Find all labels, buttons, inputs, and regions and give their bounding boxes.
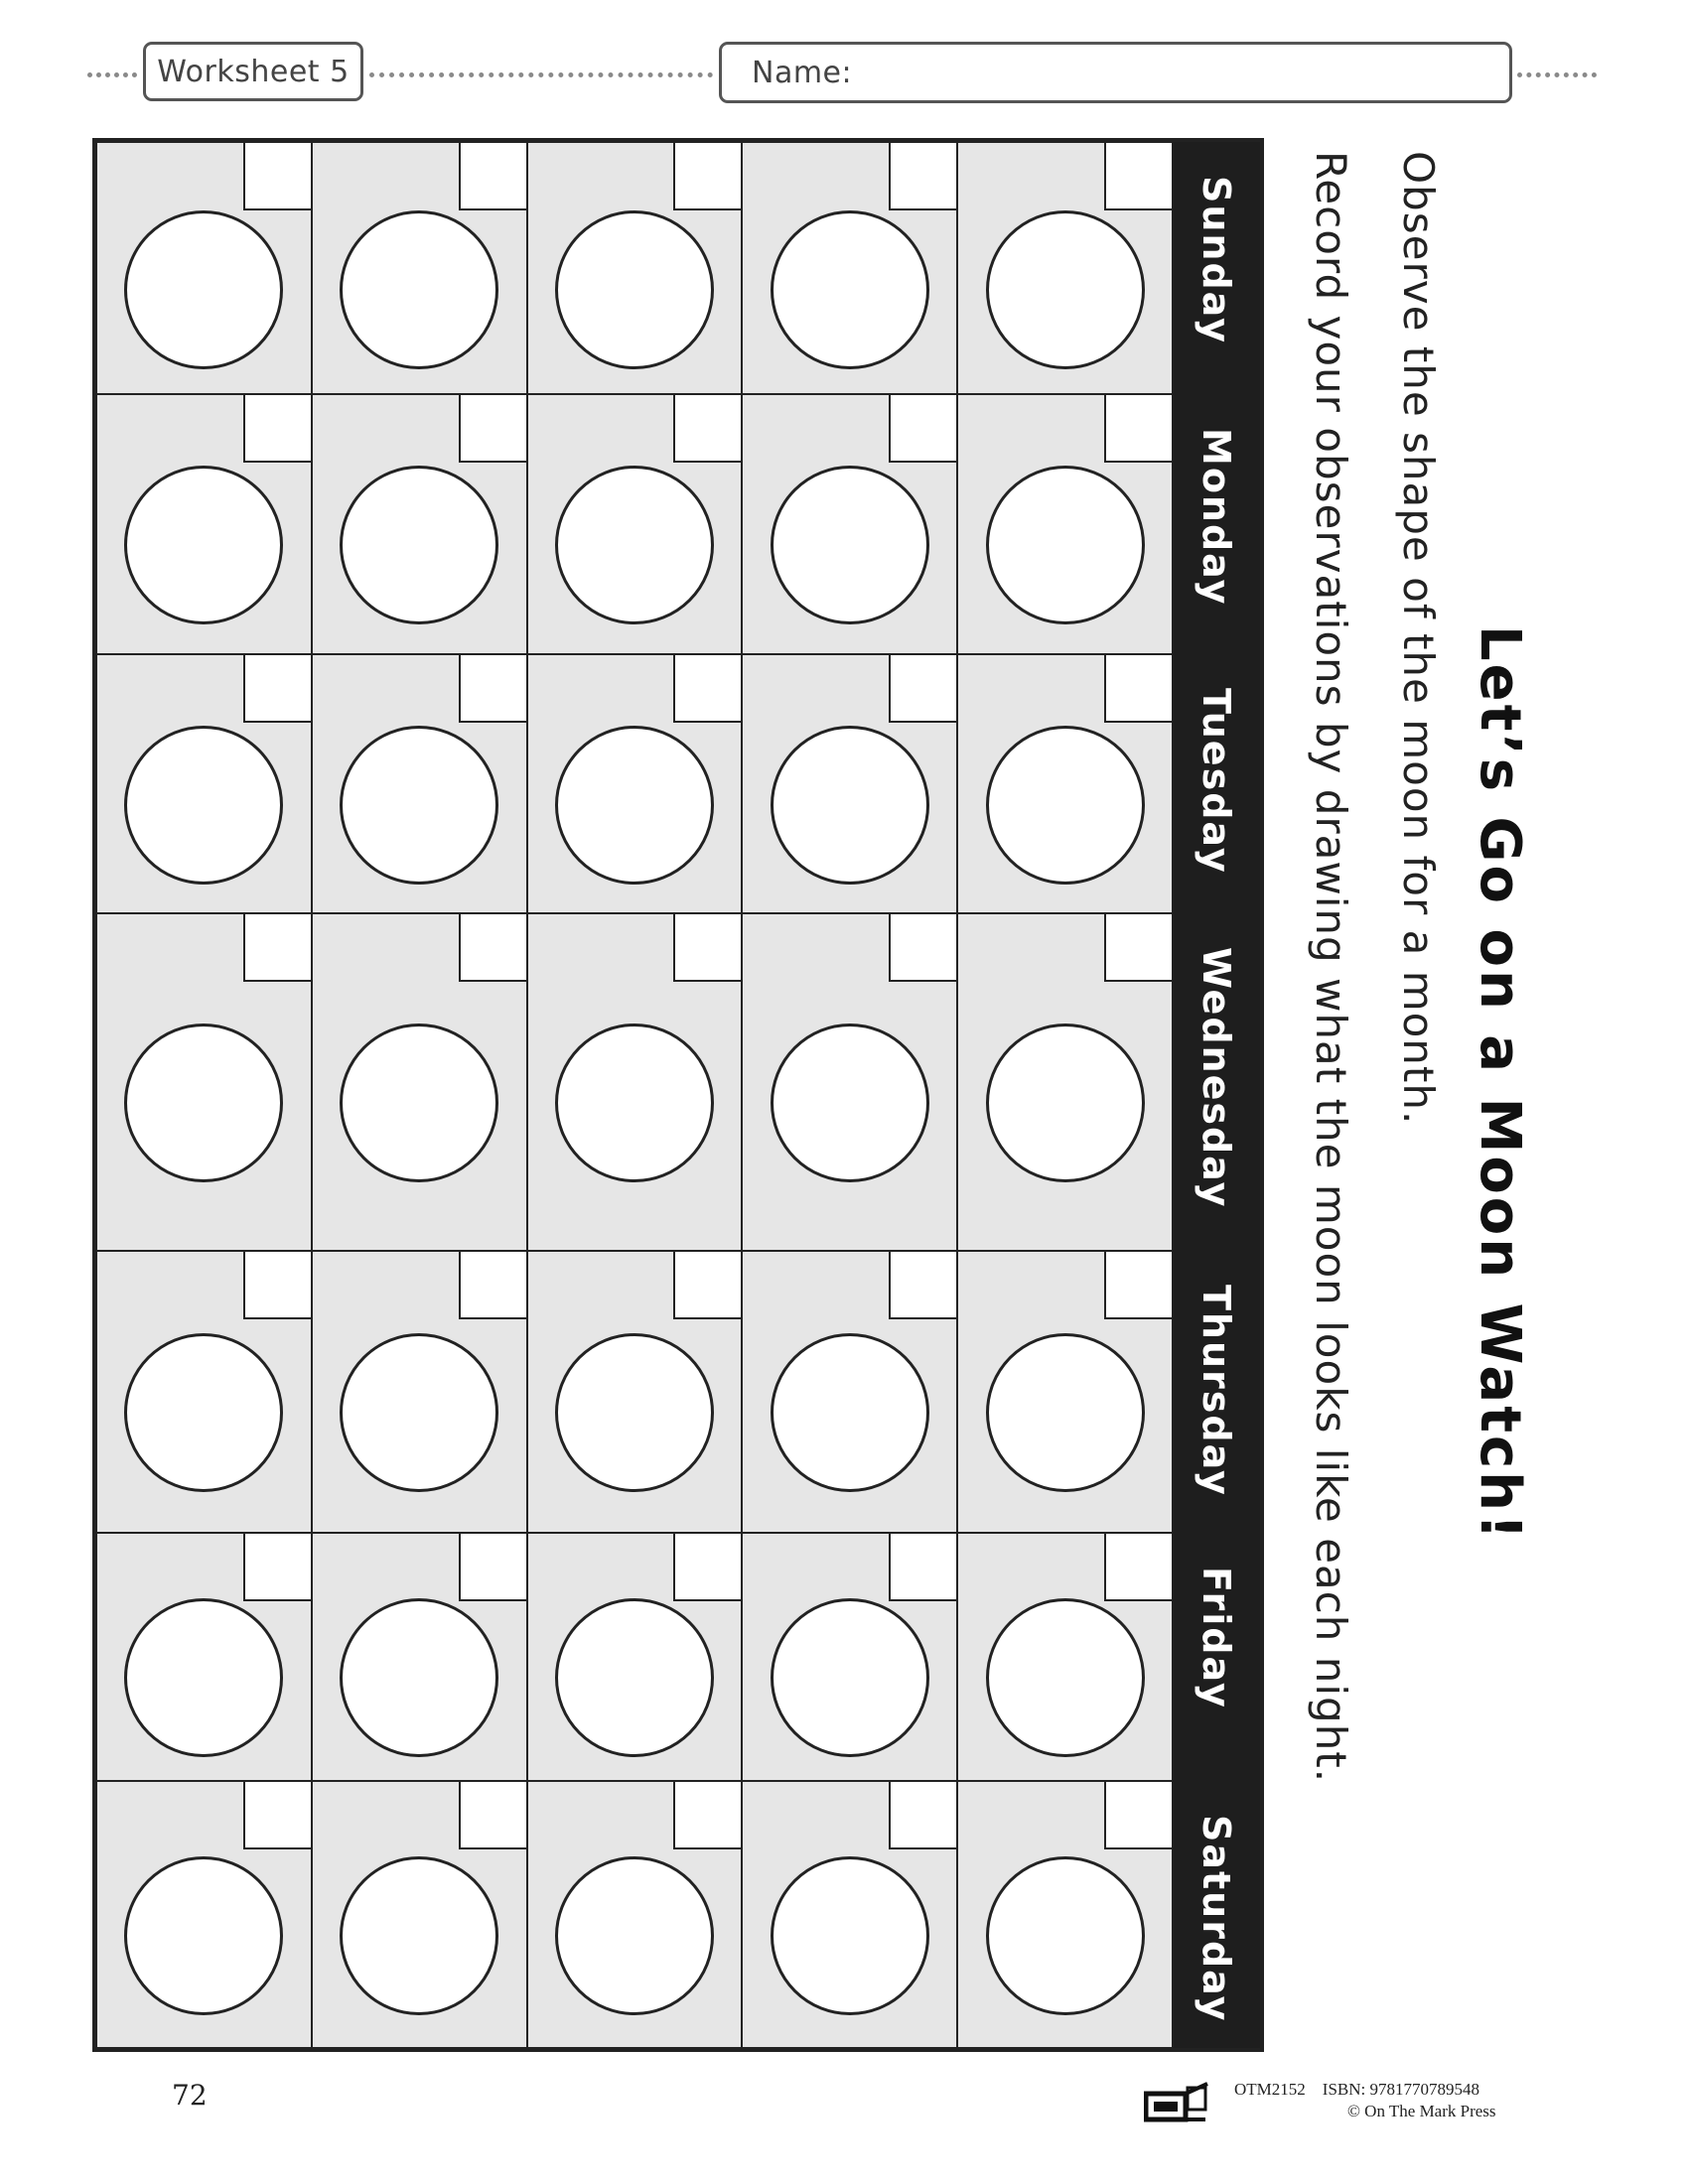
header-dotted-rule-right <box>1517 72 1597 77</box>
moon-cell[interactable] <box>312 654 527 913</box>
moon-drawing-circle[interactable] <box>986 1333 1145 1492</box>
moon-drawing-circle[interactable] <box>771 726 929 885</box>
date-box[interactable] <box>673 914 741 982</box>
moon-drawing-circle[interactable] <box>555 210 714 369</box>
moon-cell[interactable] <box>96 394 312 653</box>
day-header-saturday <box>1173 1781 1260 2048</box>
moon-cell[interactable] <box>742 1533 957 1780</box>
day-row-thursday <box>96 1251 1173 1533</box>
moon-calendar-grid <box>92 138 1264 2052</box>
day-header-monday <box>1173 394 1260 653</box>
moon-cell[interactable] <box>742 142 957 394</box>
date-box[interactable] <box>459 395 526 463</box>
moon-cell[interactable] <box>957 1781 1173 2048</box>
date-box[interactable] <box>243 395 311 463</box>
day-header-wednesday <box>1173 913 1260 1250</box>
moon-drawing-circle[interactable] <box>555 1598 714 1757</box>
day-row-monday <box>96 394 1173 653</box>
moon-drawing-circle[interactable] <box>124 1598 283 1757</box>
date-box[interactable] <box>243 1252 311 1319</box>
moon-drawing-circle[interactable] <box>340 466 498 624</box>
header-dotted-rule-middle <box>369 72 713 77</box>
date-box[interactable] <box>1104 143 1172 210</box>
date-box[interactable] <box>673 395 741 463</box>
day-label: Thursday <box>1195 1284 1238 1497</box>
worksheet-label: Worksheet 5 <box>143 42 363 101</box>
moon-cell[interactable] <box>742 1781 957 2048</box>
day-label: Sunday <box>1195 176 1238 344</box>
moon-drawing-circle[interactable] <box>340 726 498 885</box>
moon-drawing-circle[interactable] <box>555 1856 714 2015</box>
day-header-thursday <box>1173 1251 1260 1533</box>
date-box[interactable] <box>889 395 956 463</box>
moon-drawing-circle[interactable] <box>771 1024 929 1182</box>
day-row-saturday <box>96 1781 1173 2048</box>
worksheet-title: Let’s Go on a Moon Watch! <box>1468 625 1532 1543</box>
moon-drawing-circle[interactable] <box>771 1333 929 1492</box>
moon-cell[interactable] <box>312 913 527 1250</box>
moon-cell[interactable] <box>527 1781 743 2048</box>
date-box[interactable] <box>889 1252 956 1319</box>
moon-drawing-circle[interactable] <box>124 466 283 624</box>
moon-cells <box>96 142 1173 2048</box>
date-box[interactable] <box>673 1534 741 1601</box>
moon-cell[interactable] <box>312 394 527 653</box>
moon-cell[interactable] <box>957 1533 1173 1780</box>
moon-cell[interactable] <box>96 654 312 913</box>
date-box[interactable] <box>1104 395 1172 463</box>
date-box[interactable] <box>1104 655 1172 723</box>
moon-drawing-circle[interactable] <box>771 1856 929 2015</box>
copyright: © On The Mark Press <box>1347 2102 1496 2120</box>
day-row-friday <box>96 1533 1173 1780</box>
date-box[interactable] <box>459 655 526 723</box>
publisher-info <box>1234 2079 1496 2122</box>
moon-cell[interactable] <box>96 913 312 1250</box>
instruction-line-2: Record your observations by drawing what the moon looks like each night. <box>1307 151 1355 1784</box>
printing-press-icon <box>1144 2080 1213 2123</box>
date-box[interactable] <box>459 1534 526 1601</box>
date-box[interactable] <box>1104 1252 1172 1319</box>
day-label: Saturday <box>1195 1814 1238 2022</box>
date-box[interactable] <box>889 914 956 982</box>
moon-cell[interactable] <box>957 913 1173 1250</box>
day-header-sunday <box>1173 142 1260 394</box>
day-label: Friday <box>1195 1567 1238 1709</box>
date-box[interactable] <box>459 1782 526 1849</box>
moon-drawing-circle[interactable] <box>124 726 283 885</box>
date-box[interactable] <box>243 1782 311 1849</box>
moon-cell[interactable] <box>527 1251 743 1533</box>
date-box[interactable] <box>889 143 956 210</box>
moon-cell[interactable] <box>742 654 957 913</box>
day-header-tuesday <box>1173 654 1260 913</box>
date-box[interactable] <box>889 655 956 723</box>
moon-drawing-circle[interactable] <box>771 466 929 624</box>
header-dotted-rule-left <box>87 72 137 77</box>
moon-cell[interactable] <box>957 142 1173 394</box>
date-box[interactable] <box>673 655 741 723</box>
moon-drawing-circle[interactable] <box>340 210 498 369</box>
moon-cell[interactable] <box>96 1251 312 1533</box>
moon-drawing-circle[interactable] <box>555 726 714 885</box>
page-number: 72 <box>172 2079 208 2112</box>
moon-drawing-circle[interactable] <box>340 1024 498 1182</box>
moon-drawing-circle[interactable] <box>555 1024 714 1182</box>
day-label: Monday <box>1195 428 1238 607</box>
day-row-wednesday <box>96 913 1173 1250</box>
date-box[interactable] <box>459 143 526 210</box>
moon-cell[interactable] <box>527 654 743 913</box>
moon-cell[interactable] <box>312 1251 527 1533</box>
day-row-tuesday <box>96 654 1173 913</box>
day-band <box>1173 142 1260 2048</box>
moon-drawing-circle[interactable] <box>340 1598 498 1757</box>
day-label: Wednesday <box>1195 947 1238 1209</box>
date-box[interactable] <box>243 655 311 723</box>
moon-drawing-circle[interactable] <box>771 210 929 369</box>
date-box[interactable] <box>1104 914 1172 982</box>
moon-drawing-circle[interactable] <box>986 210 1145 369</box>
moon-cell[interactable] <box>957 394 1173 653</box>
moon-drawing-circle[interactable] <box>124 210 283 369</box>
moon-cell[interactable] <box>742 394 957 653</box>
moon-cell[interactable] <box>312 1533 527 1780</box>
date-box[interactable] <box>673 1782 741 1849</box>
moon-drawing-circle[interactable] <box>986 726 1145 885</box>
date-box[interactable] <box>243 143 311 210</box>
instruction-line-1: Observe the shape of the moon for a month. <box>1394 151 1443 1126</box>
day-header-friday <box>1173 1533 1260 1780</box>
moon-cell[interactable] <box>742 1251 957 1533</box>
date-box[interactable] <box>889 1782 956 1849</box>
date-box[interactable] <box>243 1534 311 1601</box>
name-label: Name: <box>752 55 853 90</box>
moon-cell[interactable] <box>527 142 743 394</box>
moon-drawing-circle[interactable] <box>124 1024 283 1182</box>
moon-drawing-circle[interactable] <box>986 1598 1145 1757</box>
moon-cell[interactable] <box>96 142 312 394</box>
date-box[interactable] <box>673 143 741 210</box>
moon-drawing-circle[interactable] <box>986 1856 1145 2015</box>
moon-cell[interactable] <box>742 913 957 1250</box>
day-row-sunday <box>96 142 1173 394</box>
moon-cell[interactable] <box>957 654 1173 913</box>
moon-cell[interactable] <box>527 913 743 1250</box>
product-code-isbn: OTM2152 ISBN: 9781770789548 <box>1234 2080 1479 2099</box>
moon-drawing-circle[interactable] <box>986 466 1145 624</box>
moon-cell[interactable] <box>96 1781 312 2048</box>
moon-cell[interactable] <box>527 394 743 653</box>
date-box[interactable] <box>673 1252 741 1319</box>
moon-cell[interactable] <box>312 1781 527 2048</box>
moon-drawing-circle[interactable] <box>555 466 714 624</box>
moon-drawing-circle[interactable] <box>555 1333 714 1492</box>
moon-drawing-circle[interactable] <box>340 1856 498 2015</box>
moon-cell[interactable] <box>527 1533 743 1780</box>
moon-drawing-circle[interactable] <box>771 1598 929 1757</box>
date-box[interactable] <box>1104 1782 1172 1849</box>
moon-cell[interactable] <box>96 1533 312 1780</box>
name-field[interactable] <box>719 42 1512 103</box>
date-box[interactable] <box>1104 1534 1172 1601</box>
moon-cell[interactable] <box>312 142 527 394</box>
moon-drawing-circle[interactable] <box>986 1024 1145 1182</box>
date-box[interactable] <box>459 914 526 982</box>
date-box[interactable] <box>459 1252 526 1319</box>
date-box[interactable] <box>243 914 311 982</box>
day-label: Tuesday <box>1195 687 1238 875</box>
moon-drawing-circle[interactable] <box>124 1333 283 1492</box>
moon-drawing-circle[interactable] <box>340 1333 498 1492</box>
moon-cell[interactable] <box>957 1251 1173 1533</box>
moon-drawing-circle[interactable] <box>124 1856 283 2015</box>
date-box[interactable] <box>889 1534 956 1601</box>
